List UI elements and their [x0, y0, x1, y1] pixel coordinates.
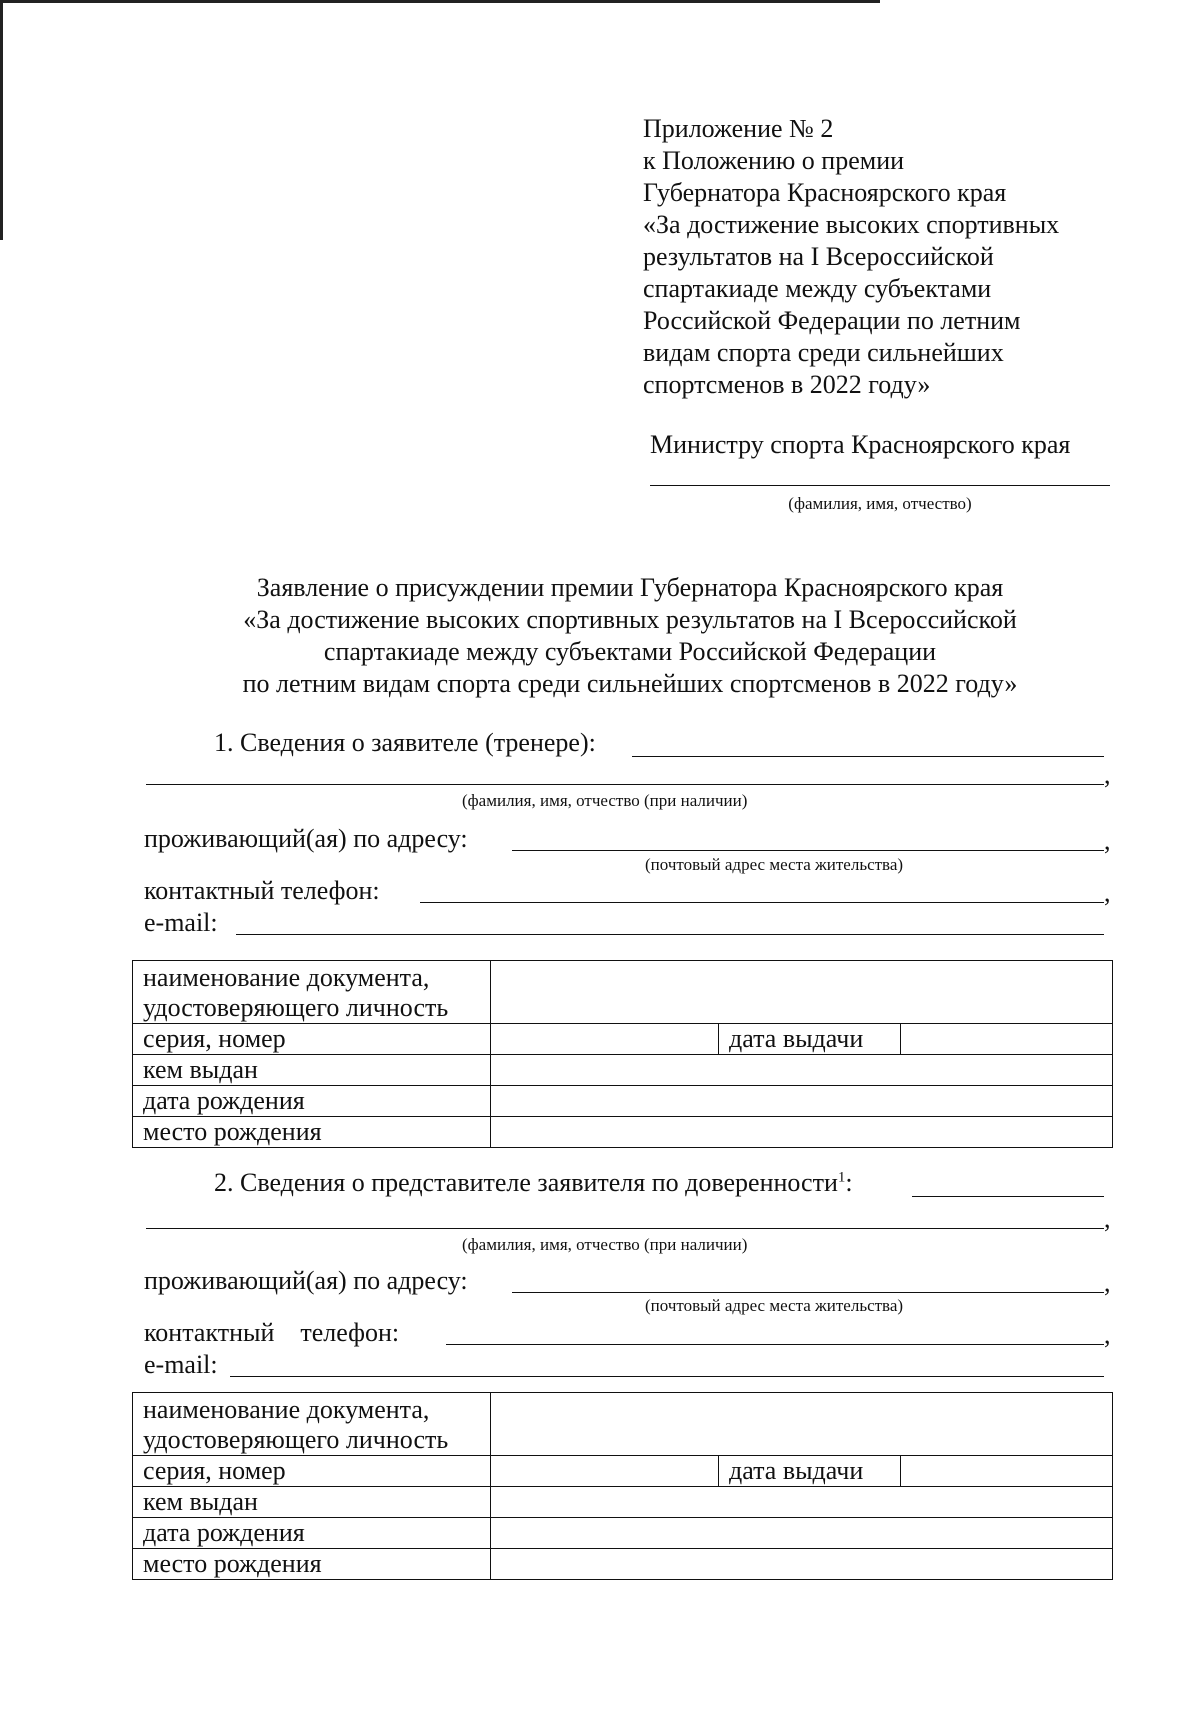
section2-id-table: [132, 1392, 1113, 1580]
id-birth-place-label: место рождения: [133, 1117, 491, 1148]
annex-line: видам спорта среди сильнейших: [643, 338, 1004, 367]
scan-border-left: [0, 0, 3, 240]
id-issued-by-value[interactable]: [491, 1487, 1113, 1518]
id-issued-by-label: кем выдан: [133, 1055, 491, 1086]
addressee-name-field[interactable]: [650, 485, 1110, 486]
section2-fio-field-2[interactable]: [146, 1228, 1104, 1229]
section2-fio-caption: (фамилия, имя, отчество (при наличии): [462, 1235, 748, 1254]
section1-heading: 1. Сведения о заявителе (тренере):: [214, 728, 596, 757]
section2-heading: 2. Сведения о представителе заявителя по доверенности$^1$:: [214, 1168, 853, 1197]
section1-phone-field[interactable]: [420, 902, 1104, 903]
annex-line: Российской Федерации по летним: [643, 306, 1021, 335]
id-birth-date-label: дата рождения: [133, 1086, 491, 1117]
id-issue-date-label: дата выдачи: [719, 1456, 901, 1487]
section1-email-field[interactable]: [236, 934, 1104, 935]
title-line: Заявление о присуждении премии Губернатора Красноярского края: [256, 573, 1004, 602]
section2-address-caption: (почтовый адрес места жительства): [645, 1296, 904, 1315]
title-line: по летним видам спорта среди сильнейших спортсменов в 2022 году»: [242, 669, 1018, 698]
id-issue-date-value[interactable]: [901, 1024, 1113, 1055]
section1-email-label: e-mail:: [144, 908, 218, 937]
annex-line: к Положению о премии: [643, 146, 905, 175]
id-birth-date-value[interactable]: [491, 1086, 1113, 1117]
title-line: «За достижение высоких спортивных результатов на I Всероссийской: [243, 605, 1017, 634]
id-birth-place-label: место рождения: [133, 1549, 491, 1580]
id-series-value[interactable]: [491, 1024, 719, 1055]
comma: ,: [1104, 1268, 1111, 1297]
id-issued-by-value[interactable]: [491, 1055, 1113, 1086]
title-line: спартакиаде между субъектами Российской Федерации: [323, 637, 937, 666]
annex-line: Губернатора Красноярского края: [643, 178, 1007, 207]
section2-address-label: проживающий(ая) по адресу:: [144, 1266, 468, 1295]
section2-phone-label: контактный телефон:: [144, 1318, 400, 1347]
id-doc-name-label: наименование документа, удостоверяющего личность: [133, 961, 491, 1024]
addressee-label: Министру спорта Красноярского края: [650, 430, 1071, 459]
comma: ,: [1104, 1320, 1111, 1349]
section1-phone-label: контактный телефон:: [144, 876, 380, 905]
section2-fio-field-1[interactable]: [912, 1196, 1104, 1197]
id-doc-name-label: наименование документа, удостоверяющего личность: [133, 1393, 491, 1456]
annex-line: результатов на I Всероссийской: [643, 242, 994, 271]
annex-line: спортсменов в 2022 году»: [643, 370, 931, 399]
comma: ,: [1104, 760, 1111, 789]
annex-header: [643, 113, 1163, 401]
id-series-label: серия, номер: [133, 1024, 491, 1055]
section2-address-field[interactable]: [512, 1292, 1104, 1293]
document-title: [100, 572, 1160, 700]
annex-line: «За достижение высоких спортивных: [643, 210, 1060, 239]
id-birth-place-value[interactable]: [491, 1549, 1113, 1580]
id-issue-date-value[interactable]: [901, 1456, 1113, 1487]
footnote-mark: 1: [837, 1169, 846, 1186]
section1-id-table: [132, 960, 1113, 1148]
id-issued-by-label: кем выдан: [133, 1487, 491, 1518]
id-birth-place-value[interactable]: [491, 1117, 1113, 1148]
id-issue-date-label: дата выдачи: [719, 1024, 901, 1055]
section2-email-label: e-mail:: [144, 1350, 218, 1379]
id-birth-date-label: дата рождения: [133, 1518, 491, 1549]
comma: ,: [1104, 1204, 1111, 1233]
id-series-value[interactable]: [491, 1456, 719, 1487]
id-series-label: серия, номер: [133, 1456, 491, 1487]
id-birth-date-value[interactable]: [491, 1518, 1113, 1549]
addressee-caption: (фамилия, имя, отчество): [788, 494, 972, 513]
section1-fio-caption: (фамилия, имя, отчество (при наличии): [462, 791, 748, 810]
id-doc-name-value[interactable]: [491, 961, 1113, 1024]
comma: ,: [1104, 878, 1111, 907]
annex-line: спартакиаде между субъектами: [643, 274, 992, 303]
section2-email-field[interactable]: [230, 1376, 1104, 1377]
comma: ,: [1104, 826, 1111, 855]
section1-address-field[interactable]: [512, 850, 1104, 851]
section1-address-label: проживающий(ая) по адресу:: [144, 824, 468, 853]
id-doc-name-value[interactable]: [491, 1393, 1113, 1456]
section1-fio-field-1[interactable]: [632, 756, 1104, 757]
section1-fio-field-2[interactable]: [146, 784, 1104, 785]
section1-address-caption: (почтовый адрес места жительства): [645, 855, 904, 874]
scan-border-top: [0, 0, 880, 3]
annex-line: Приложение № 2: [643, 114, 834, 143]
section2-phone-field[interactable]: [446, 1344, 1104, 1345]
